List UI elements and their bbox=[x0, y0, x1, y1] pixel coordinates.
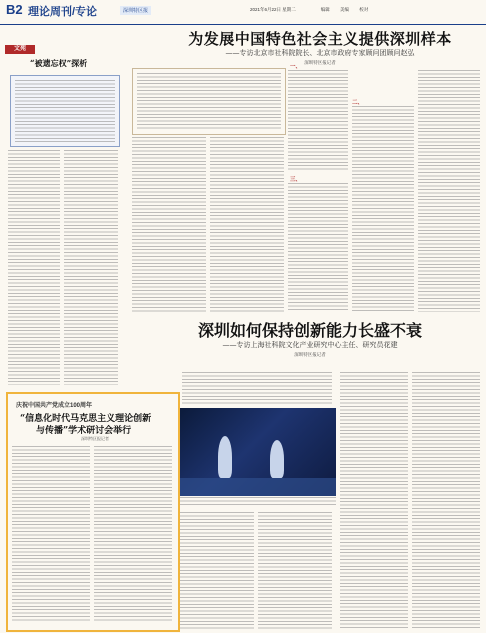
performer-figure bbox=[270, 440, 284, 478]
text-column bbox=[288, 183, 348, 311]
main-article-byline: 深圳特区报记者 bbox=[304, 60, 336, 65]
text-column bbox=[210, 137, 284, 312]
main-article-title: 为发展中国特色社会主义提供深圳样本 bbox=[188, 30, 452, 48]
text-column bbox=[132, 137, 206, 312]
text-column bbox=[180, 512, 254, 630]
masthead-label: 深圳特区报 bbox=[120, 6, 151, 15]
section-title: 理论周刊/专论 bbox=[28, 6, 98, 18]
text-column bbox=[352, 106, 414, 312]
article2-title: 深圳如何保持创新能力长盛不衰 bbox=[197, 321, 422, 340]
article2-subtitle: ——专访上海社科院文化产业研究中心主任、研究员花建 bbox=[222, 341, 398, 349]
column-tag: 文苑 bbox=[5, 45, 35, 54]
section-heading: 三、 bbox=[290, 177, 302, 183]
highlighted-kicker: 庆祝中国共产党成立100周年 bbox=[16, 403, 93, 409]
main-article-subtitle: ——专访北京市社科院院长、北京市政府专家顾问团顾问赵弘 bbox=[225, 49, 415, 57]
text-column bbox=[258, 512, 332, 630]
stage-photo bbox=[178, 408, 336, 496]
page-number: B2 bbox=[6, 2, 23, 17]
highlighted-byline: 深圳特区报记者 bbox=[81, 436, 109, 441]
header-info: 2021年6月22日 星期二 编辑 美编 校对 bbox=[250, 7, 369, 12]
column-title: “被遗忘权”探析 bbox=[30, 58, 88, 68]
text-column bbox=[418, 70, 480, 312]
text-column bbox=[412, 372, 480, 630]
text-column bbox=[8, 150, 60, 385]
text-column bbox=[94, 446, 172, 622]
photo-caption bbox=[178, 497, 336, 507]
summary-box bbox=[132, 68, 286, 135]
section-heading: 一、 bbox=[290, 64, 302, 70]
intro-box bbox=[10, 75, 120, 147]
text-column bbox=[288, 70, 348, 170]
section-heading: 二、 bbox=[352, 100, 364, 106]
highlighted-title-line2: 与传播”学术研讨会举行 bbox=[36, 426, 132, 436]
text-column bbox=[64, 150, 118, 385]
stage-floor bbox=[178, 478, 336, 496]
text-column bbox=[12, 446, 90, 622]
performer-figure bbox=[218, 436, 232, 478]
intro-paragraph bbox=[182, 372, 332, 404]
text-column bbox=[340, 372, 408, 630]
highlighted-title-line1: “信息化时代马克思主义理论创新 bbox=[20, 414, 152, 424]
article2-byline: 深圳特区报记者 bbox=[294, 352, 326, 357]
